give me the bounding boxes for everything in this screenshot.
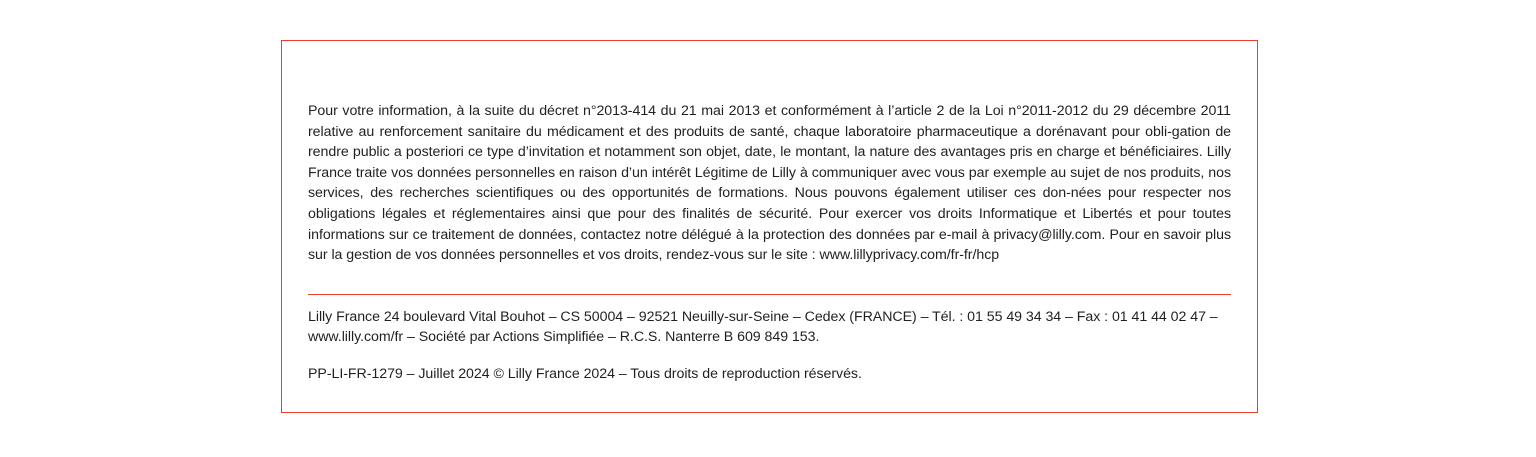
company-address-line: Lilly France 24 boulevard Vital Bouhot – CS 50004 – 92521 Neuilly-sur-Seine – Cedex (FRANCE) – Tél. : 01 55 49 34 34 – Fax : 01 41 44 02 47 – www.lilly.com/fr – Société par Actions Simplifiée – R.C.S. Nanterre B 609 849 153. [308,308,1218,346]
section-divider [308,294,1231,295]
document-code-line: PP-LI-FR-1279 – Juillet 2024 © Lilly France 2024 – Tous droits de reproduction réservés. [308,365,862,382]
legal-body-paragraph: Pour votre information, à la suite du décret n°2013-414 du 21 mai 2013 et conformément à l’article 2 de la Loi n°2011-2012 du 29 décembre 2011 relative au renforcement sanitaire du médicament et des produits de santé, chaque laboratoire pharmaceutique a dorénavant pour obli-gation de rendre public a posteriori ce type d’invitation et notamment son objet, date, le montant, la nature des avantages pris en charge et bénéficiaires. Lilly France traite vos données personnelles en raison d’un intérêt Légitime de Lilly à communiquer avec vous par exemple au sujet de nos produits, nos services, des recherches scientifiques ou des opportunités de formations. Nous pouvons également utiliser ces don-nées pour respecter nos obligations légales et réglementaires ainsi que pour des finalités de sécurité. Pour exercer vos droits Informatique et Libertés et pour toutes informations sur ce traitement de données, contactez notre délégué à la protection des données par e-mail à privacy@lilly.com. Pour en savoir plus sur la gestion de vos données personnelles et vos droits, rendez-vous sur le site : www.lillyprivacy.com/fr-fr/hcp [308,103,1231,264]
legal-notice-content [308,101,1231,385]
legal-notice-box [281,40,1258,413]
